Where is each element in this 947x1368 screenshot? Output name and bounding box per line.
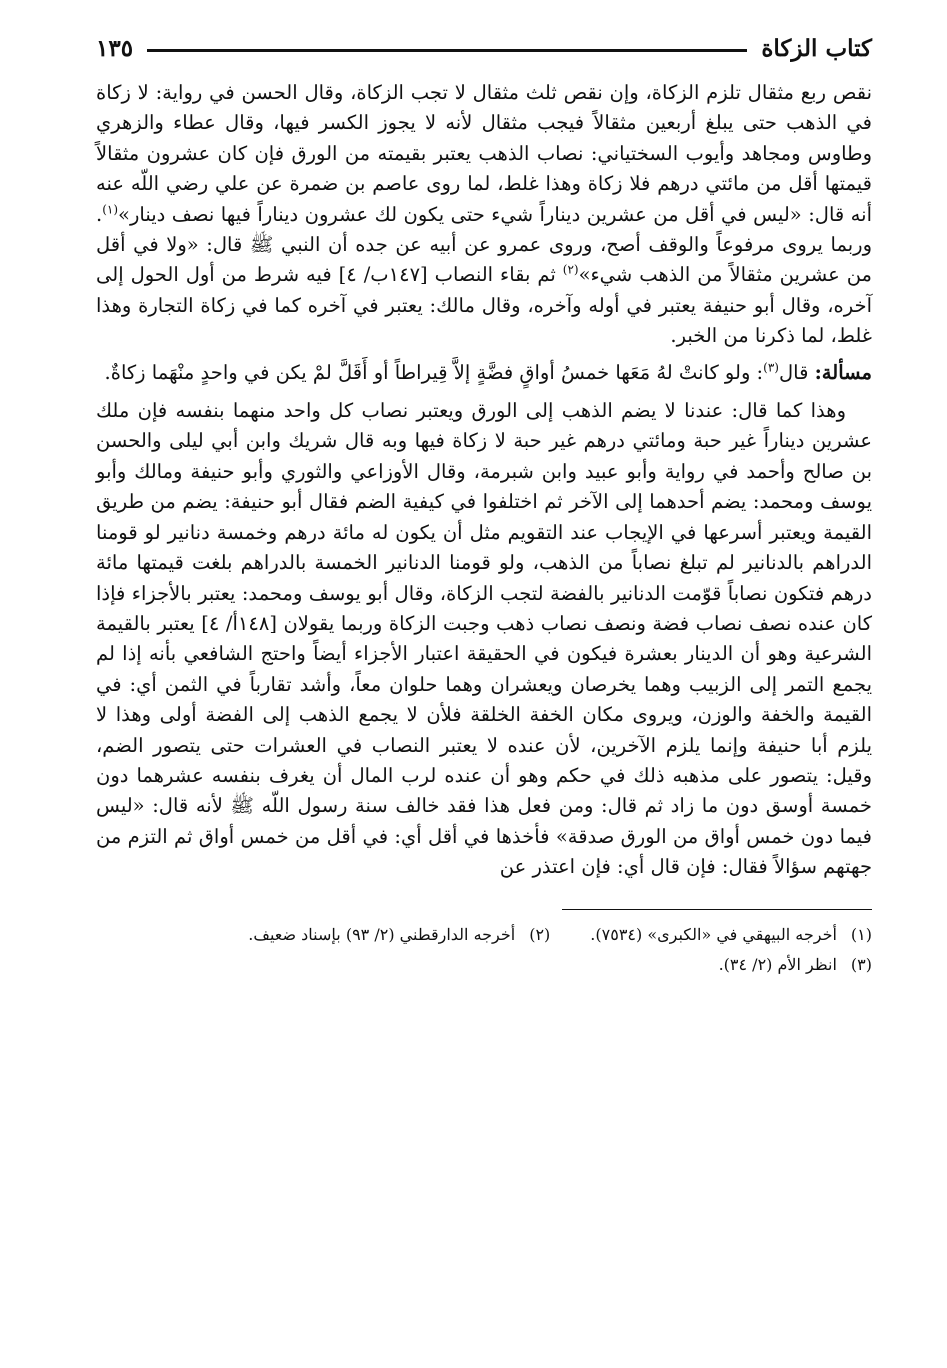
chapter-title: كتاب الزكاة [761,34,872,62]
footnote-1 [590,920,872,950]
running-header [96,28,872,68]
footnote-ref-3[interactable]: (٣) [763,360,779,375]
footnote-ref-2[interactable]: (٢) [562,262,579,277]
footnote-row [96,920,872,950]
masala-paragraph [96,358,872,388]
footnote-text: أخرجه الدارقطني (٢/ ٩٣) بإسناد ضعيف. [248,924,516,944]
paragraph-text: ثم بقاء النصاب [١٤٧ب/ ٤] فيه شرط من أول الحول إلى آخره، وقال أبو حنيفة يعتبر في أوله وآخره، وقال مالك: يعتبر في آخره كما في زكاة التجارة وهذا غلط، لما ذكرنا من الخبر. [96,263,872,348]
footnote-text: انظر الأم (٢/ ٣٤). [718,954,837,974]
footnote-number: (٢) [529,924,551,944]
paragraph-text: : ولو كانتْ لهُ مَعَها خمسُ أواقٍ فضَّةٍ إلاَّ قِيراطاً أو أَقَلَّ لمْ يكن في واحدٍ منْهَما زكاةٌ. [104,360,764,384]
paragraph-text: نقص ربع مثقال تلزم الزكاة، وإن نقص ثلث مثقال لا تجب الزكاة، وقال الحسن في رواية: لا زكاة في الذهب حتى يبلغ أربعين مثقالاً فيجب مثقال لأنه لا يجوز الكسر فيها، وقال عطاء والزهري وطاوس ومجاهد وأيوب السختياني: نصاب الذهب يعتبر بقيمته من الورق فإن كان عشرون مثقالاً قيمتها أقل من مائتي درهم فلا زكاة وهذا غلط، لما روى عاصم بن ضمرة عن علي رضي اللّه عنه أنه قال: «ليس في أقل من عشرين ديناراً شيء حتى يكون لك عشرون ديناراً فيها نصف دينار» [96,81,872,226]
masala-label: مسألة: [814,360,872,384]
footnote-3 [719,950,872,980]
footnotes [96,920,872,980]
paragraph-continuation [96,78,872,352]
paragraph-text: قال [778,360,815,384]
footnote-row [96,950,872,980]
paragraph-text: . وربما يروى مرفوعاً والوقف أصح، وروى عمرو عن أبيه عن جده أن النبي ﷺ قال: «ولا في أقل من عشرين مثقالاً من الذهب شيء» [96,202,872,287]
footnote-number: (١) [850,924,872,944]
footnote-2 [248,920,550,950]
book-page [96,28,872,980]
header-rule [147,49,747,52]
footnote-number: (٣) [850,954,872,974]
page-number: ١٣٥ [96,34,134,62]
commentary-paragraph: وهذا كما قال: عندنا لا يضم الذهب إلى الورق ويعتبر نصاب كل واحد منهما بنفسه فإن ملك عشرين ديناراً غير حبة ومائتي درهم غير حبة لا زكاة فيها وبه قال شريك وابن أبي ليلى والحسن بن صالح وأحمد في رواية وأبو عبيد وابن شبرمة، وقال الأوزاعي والثوري وأبو حنيفة ومالك وأبو يوسف ومحمد: يضم أحدهما إلى الآخر ثم اختلفوا في كيفية الضم فقال أبو حنيفة: يضم من طريق القيمة ويعتبر أسرعها في الإيجاب عند التقويم مثل أن يكون له مائة درهم وخمسة دنانير لو قومنا الدراهم بالدنانير لم تبلغ نصاباً من الذهب، ولو قومنا الدنانير الخمسة بالدراهم بلغت قيمتها مائة درهم فتكون نصاباً قوّمت الدنانير بالفضة لتجب الزكاة، وقال أبو يوسف ومحمد: يعتبر بالأجزاء فإذا كان عنده نصف نصاب فضة ونصف نصاب ذهب وجبت الزكاة وربما يقولان [١٤٨أ/ ٤] يعتبر بالقيمة الشرعية وهو أن الدينار بعشرة فيكون في الحقيقة اعتبار الأجزاء أيضاً واحتج الشافعي بأنه إذا لم يجمع التمر إلى الزبيب وهما يخرصان ويعشران وهما حلوان معاً، وأشد تقارباً في الثمن أي: في القيمة والخفة والوزن، ويروى مكان الخفة الخلقة فلأن لا يجمع الذهب إلى الفضة أولى وهذا لا يلزم أبا حنيفة وإنما يلزم الآخرين، لأن عنده لا يعتبر النصاب في العشرات حتى يتصور الضم، وقيل: يتصور على مذهبه ذلك في حكم وهو أن عنده لرب المال أن يغرف بنفسه عشرهما دون خمسة أوسق دون ما زاد ثم قال: ومن فعل هذا فقد خالف سنة رسول اللّه ﷺ لأنه قال: «ليس فيما دون خمس أواق من الورق صدقة» فأخذها في أقل أي: في أقل من خمس أواق ثم التزم من جهتهم سؤالاً فقال: فإن قال أي: فإن اعتذر عن [96,399,873,879]
footnote-rule [562,909,872,910]
footnote-ref-1[interactable]: (١) [102,202,119,217]
footnote-text: أخرجه البيهقي في «الكبرى» (٧٥٣٤). [590,924,837,944]
